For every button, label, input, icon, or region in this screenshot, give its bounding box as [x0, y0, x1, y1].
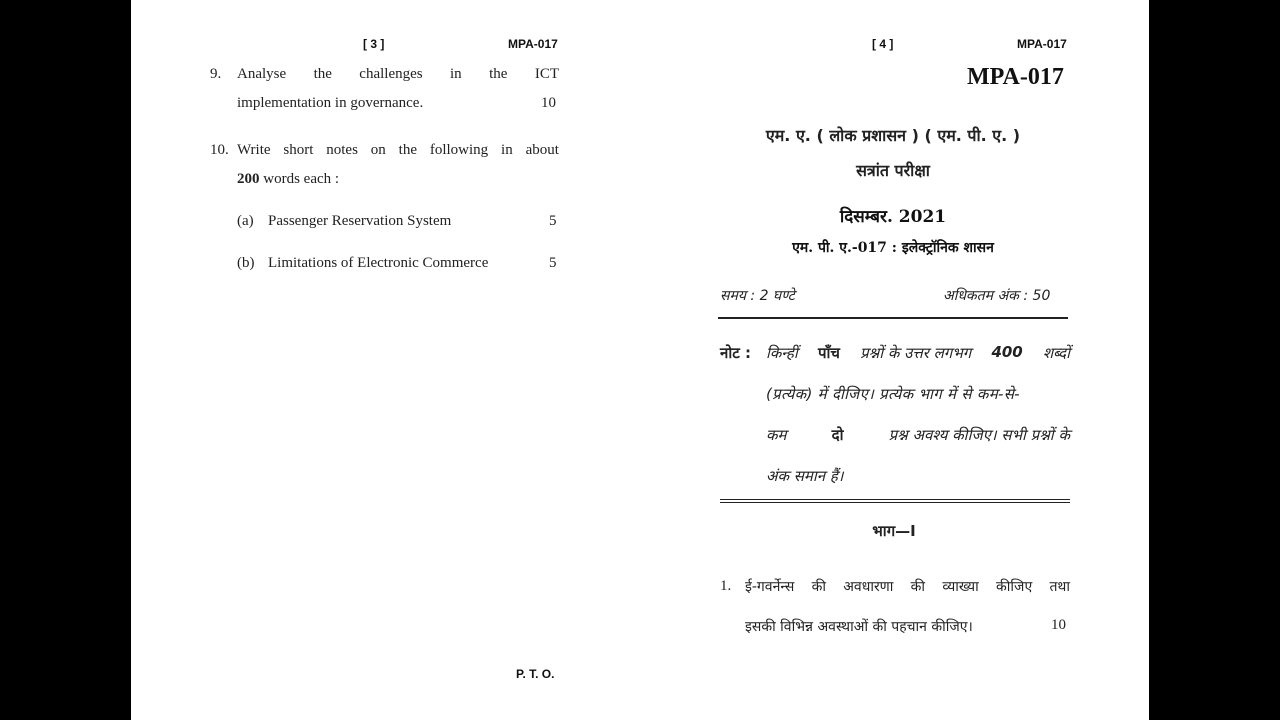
exam-date: दिसम्बर. 2021: [839, 207, 947, 227]
time-allowed: समय : 2 घण्टे: [720, 288, 795, 304]
word: challenges: [359, 66, 423, 82]
text: कम: [766, 426, 787, 444]
course-code-header: MPA-017: [508, 37, 558, 51]
note-line1: [766, 343, 1070, 363]
word: in: [501, 142, 513, 158]
word-count: 200: [237, 171, 260, 187]
page-number: [ 4 ]: [872, 37, 894, 51]
word: short: [283, 142, 314, 158]
programme-title: एम. ए. ( लोक प्रशासन ) ( एम. पी. ए. ): [765, 126, 1021, 145]
word: the: [398, 142, 417, 158]
text: किन्हीं: [766, 344, 798, 362]
note-line3: [766, 425, 1070, 445]
question-number: 10.: [210, 142, 229, 158]
maximum-marks: अधिकतम अंक : 50: [943, 288, 1051, 304]
course-code-header: MPA-017: [1017, 37, 1067, 51]
subpart-label: (a): [237, 213, 254, 229]
section-heading: भाग—I: [872, 522, 916, 540]
question-marks: 10: [541, 95, 556, 111]
word: the: [313, 66, 332, 82]
emphasis: दो: [831, 426, 844, 444]
divider-line: [718, 317, 1068, 319]
question-number: 1.: [720, 578, 732, 594]
emphasis: पाँच: [817, 344, 840, 362]
question-text-line1: [237, 66, 559, 83]
word: notes: [326, 142, 358, 158]
word: following: [429, 142, 489, 158]
question-text-line2: implementation in governance.: [237, 95, 424, 111]
word: ICT: [534, 66, 559, 82]
subject-title: एम. पी. ए.-017 : इलेक्ट्रॉनिक शासन: [792, 240, 994, 256]
page-number: [ 3 ]: [363, 37, 385, 51]
text: शब्दों: [1042, 344, 1070, 362]
exam-title: सत्रांत परीक्षा: [856, 161, 930, 180]
question-text-line1: [237, 142, 559, 159]
question-text-line2: [237, 171, 339, 188]
subpart-marks: 5: [549, 255, 557, 271]
word: about: [525, 142, 559, 158]
text: प्रश्नों के उत्तर लगभग: [860, 344, 972, 362]
word: on: [370, 142, 386, 158]
text: words each :: [259, 171, 340, 187]
question-text-line2: इसकी विभिन्न अवस्थाओं की पहचान कीजिए।: [745, 619, 973, 635]
subpart-text: Passenger Reservation System: [268, 213, 452, 229]
course-code-title: MPA-017: [967, 64, 1064, 90]
note-line4: अंक समान हैं।: [766, 467, 844, 485]
text: प्रश्न अवश्य कीजिए। सभी प्रश्नों के: [888, 426, 1070, 444]
question-marks: 10: [1051, 617, 1066, 633]
word: the: [489, 66, 508, 82]
document-viewer: [131, 0, 1149, 720]
question-text-line1: ई-गवर्नेन्स की अवधारणा की व्याख्या कीजिए तथा: [745, 579, 1070, 595]
subpart-marks: 5: [549, 213, 557, 229]
word: Analyse: [237, 66, 287, 82]
word-count: 400: [991, 343, 1023, 361]
subpart-text: Limitations of Electronic Commerce: [268, 255, 489, 271]
question-number: 9.: [210, 66, 222, 82]
note-label: नोट :: [720, 344, 751, 362]
pto-footer: P. T. O.: [516, 667, 555, 681]
note-line2: (प्रत्येक) में दीजिए। प्रत्येक भाग में से कम-से-: [766, 385, 1020, 403]
subpart-label: (b): [237, 255, 255, 271]
word: Write: [237, 142, 271, 158]
word: in: [450, 66, 462, 82]
double-divider: [720, 499, 1070, 503]
